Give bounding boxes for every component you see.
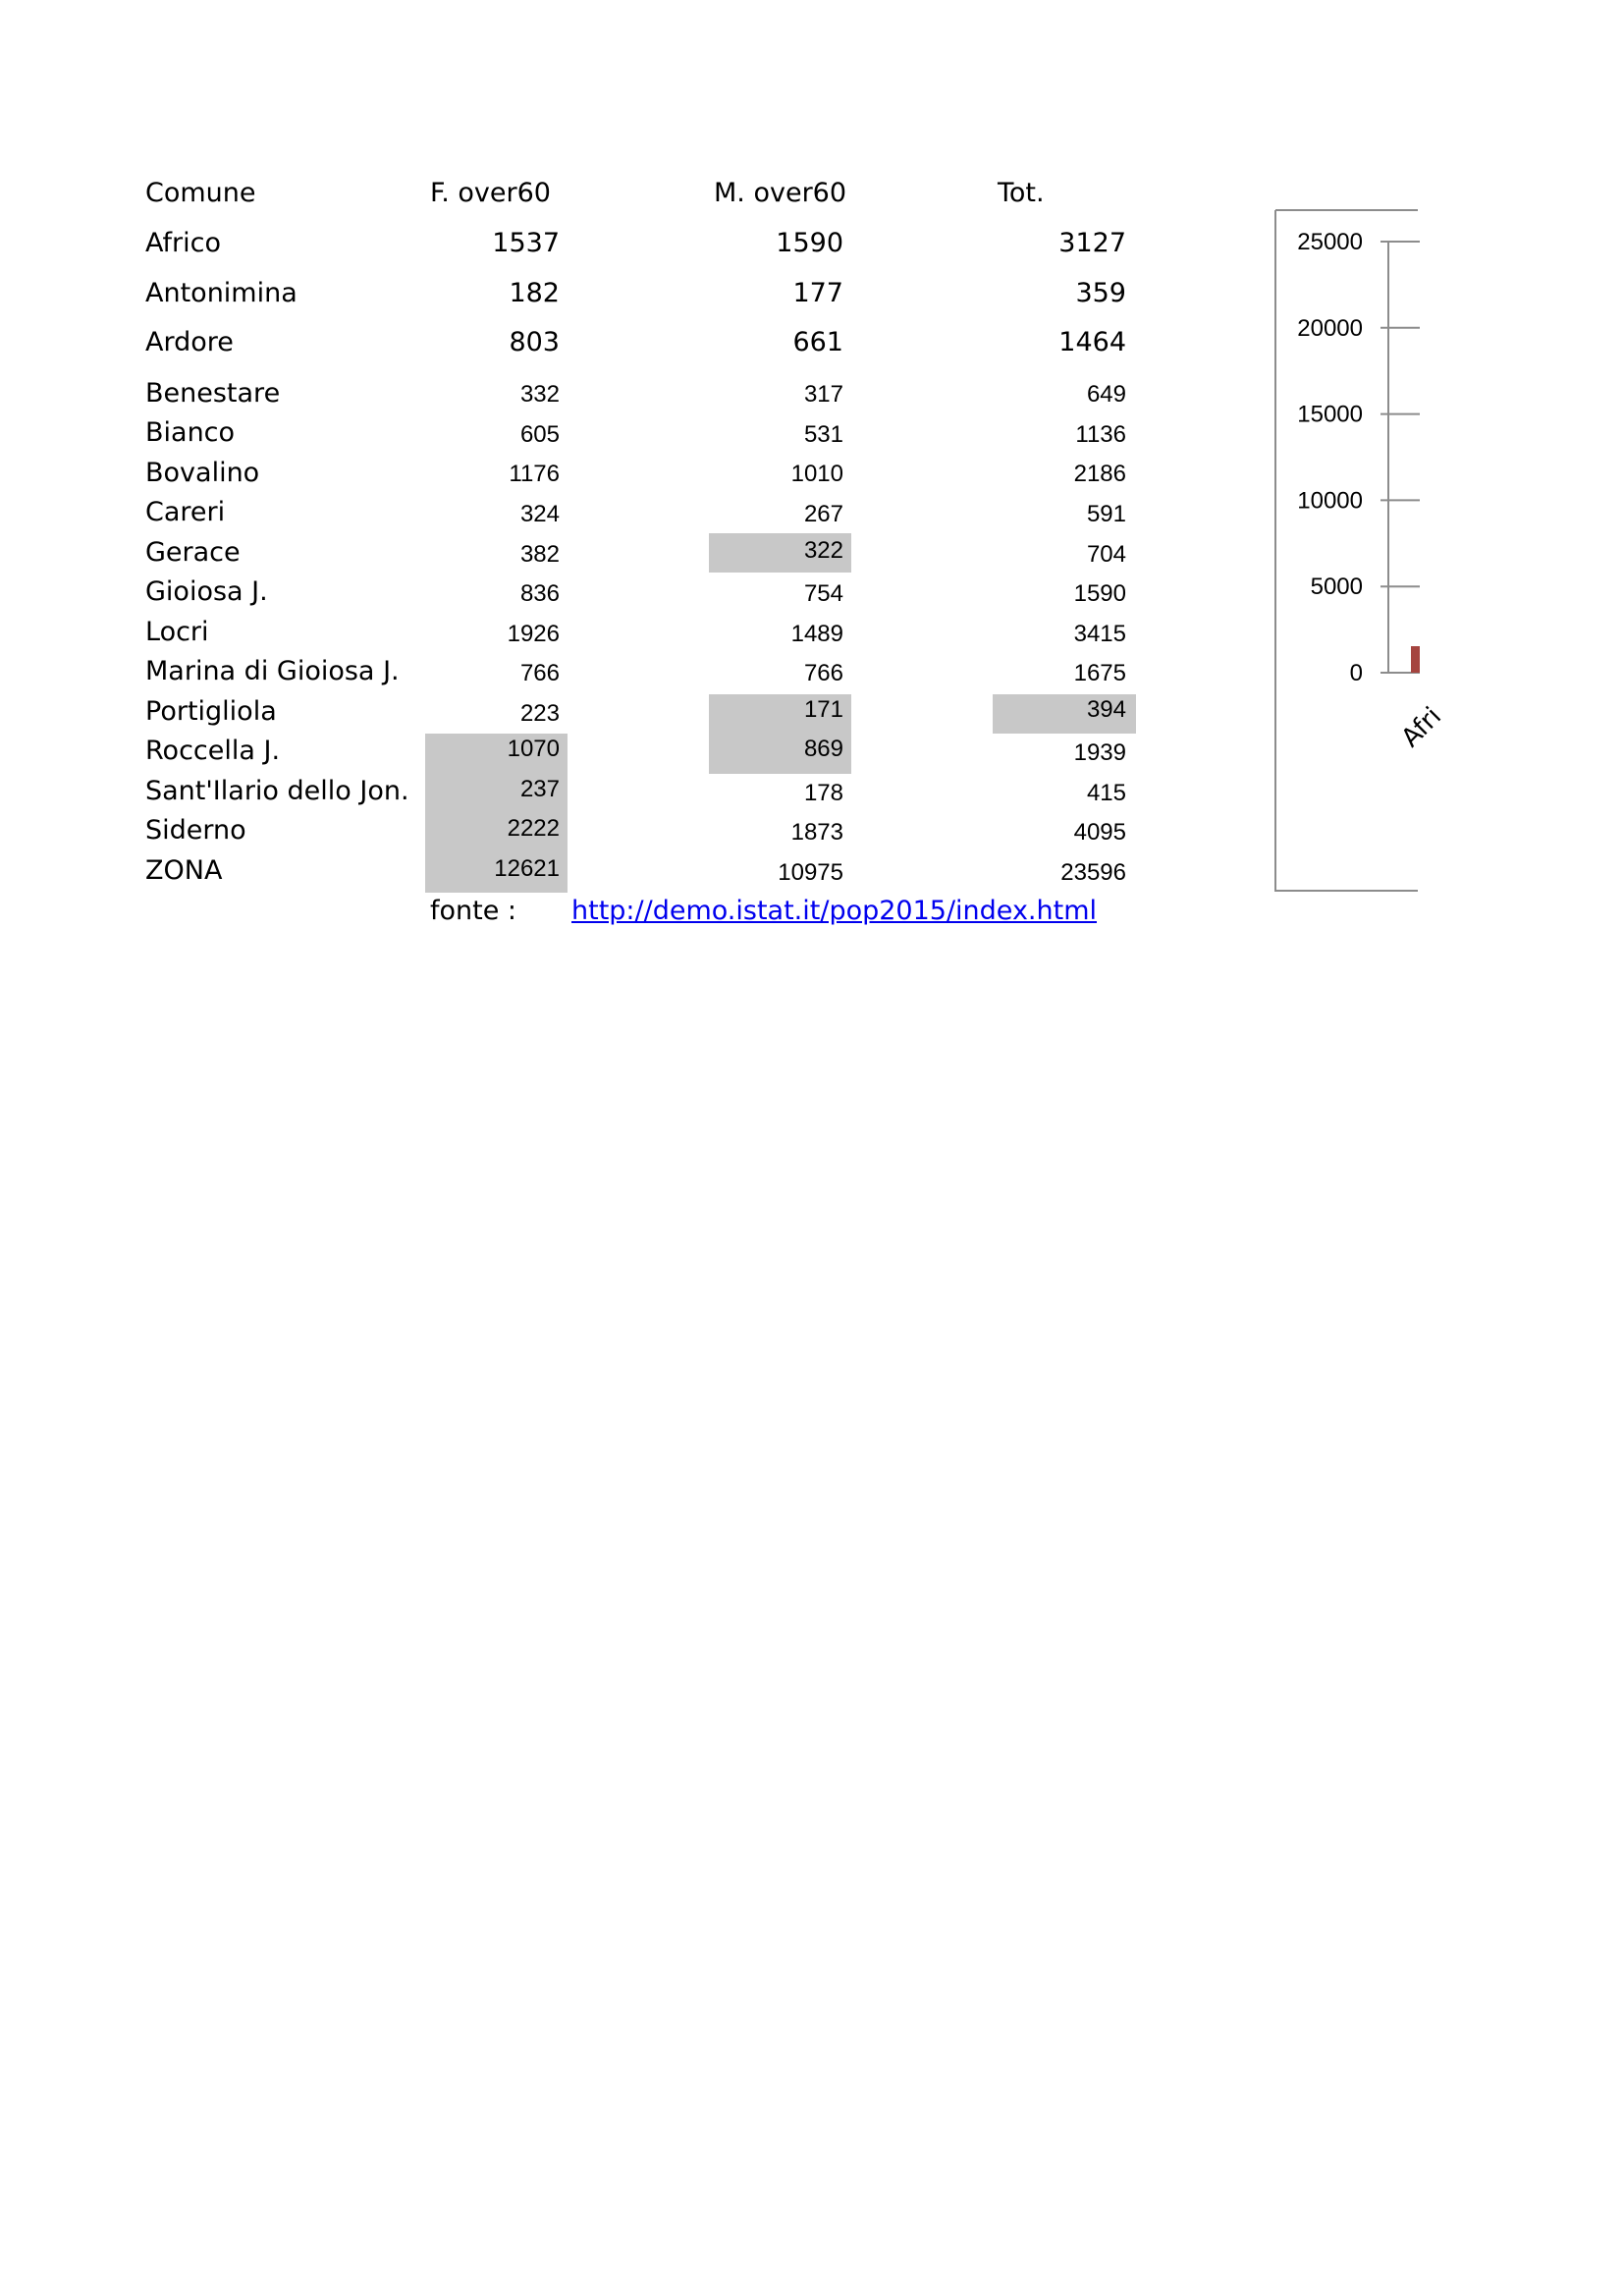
row-comune: Bianco (145, 417, 236, 448)
row-tot: 3127 (1058, 228, 1126, 258)
y-tick-label: 25000 (1297, 229, 1363, 255)
row-f-over60: 12621 (494, 855, 560, 882)
row-comune: Gioiosa J. (145, 576, 268, 607)
row-tot: 649 (1086, 381, 1126, 408)
row-comune: Careri (145, 497, 226, 527)
row-comune: Gerace (145, 537, 241, 568)
row-tot: 415 (1086, 780, 1126, 806)
row-comune: Portigliola (145, 696, 277, 727)
row-tot: 1939 (1073, 739, 1126, 766)
y-tick-label: 5000 (1310, 574, 1363, 601)
row-m-over60: 171 (803, 696, 843, 723)
row-comune: ZONA (145, 855, 223, 886)
row-m-over60: 317 (803, 381, 843, 408)
row-comune: Sant'Ilario dello Jon. (145, 776, 409, 806)
row-tot: 359 (1075, 278, 1126, 308)
row-f-over60: 1176 (509, 461, 560, 487)
row-m-over60: 178 (803, 780, 843, 806)
chart-container (1274, 210, 1448, 892)
row-f-over60: 332 (519, 381, 560, 408)
row-comune: Africo (145, 228, 221, 258)
row-tot: 1590 (1073, 580, 1126, 607)
row-tot: 23596 (1060, 859, 1126, 886)
row-f-over60: 382 (519, 541, 560, 568)
row-f-over60: 605 (519, 421, 560, 448)
source-link[interactable]: http://demo.istat.it/pop2015/index.html (571, 896, 1098, 926)
row-tot: 1464 (1058, 327, 1126, 357)
row-m-over60: 322 (803, 537, 843, 564)
row-f-over60: 1537 (492, 228, 560, 258)
row-f-over60: 1926 (507, 621, 560, 647)
bar-chart (1274, 210, 1448, 892)
row-comune: Locri (145, 617, 209, 647)
row-f-over60: 223 (519, 700, 560, 727)
row-tot: 591 (1086, 501, 1126, 527)
header-m-over60: M. over60 (714, 178, 847, 208)
row-f-over60: 2222 (507, 815, 560, 842)
row-m-over60: 766 (803, 660, 843, 686)
header-tot: Tot. (998, 178, 1045, 208)
row-f-over60: 766 (519, 660, 560, 686)
y-tick-label: 20000 (1297, 314, 1363, 342)
row-m-over60: 1873 (790, 819, 843, 846)
row-m-over60: 754 (803, 580, 843, 607)
row-f-over60: 182 (509, 278, 560, 308)
row-m-over60: 10975 (778, 859, 843, 886)
bar (1411, 646, 1420, 673)
header-f-over60: F. over60 (430, 178, 551, 208)
row-f-over60: 324 (519, 501, 560, 527)
row-m-over60: 531 (803, 421, 843, 448)
y-tick-label: 0 (1349, 660, 1363, 686)
source-label: fonte : (430, 896, 517, 926)
row-m-over60: 661 (792, 327, 843, 357)
row-tot: 1675 (1073, 660, 1126, 686)
row-tot: 704 (1086, 541, 1126, 568)
row-m-over60: 869 (803, 736, 843, 762)
row-tot: 1136 (1075, 421, 1126, 448)
row-comune: Antonimina (145, 278, 298, 308)
row-comune: Marina di Gioiosa J. (145, 656, 400, 686)
row-comune: Benestare (145, 378, 281, 409)
row-f-over60: 1070 (507, 736, 560, 762)
row-tot: 3415 (1073, 621, 1126, 647)
x-category-label: Afri (1395, 701, 1448, 753)
row-comune: Roccella J. (145, 736, 281, 766)
row-f-over60: 803 (509, 327, 560, 357)
header-comune: Comune (145, 178, 256, 208)
row-f-over60: 237 (519, 776, 560, 802)
row-comune: Ardore (145, 327, 234, 357)
row-comune: Siderno (145, 815, 246, 846)
row-f-over60: 836 (519, 580, 560, 607)
row-tot: 2186 (1073, 461, 1126, 487)
row-m-over60: 177 (792, 278, 843, 308)
row-tot: 4095 (1073, 819, 1126, 846)
row-tot: 394 (1086, 696, 1126, 723)
row-m-over60: 1590 (776, 228, 843, 258)
y-tick-label: 10000 (1297, 487, 1363, 515)
row-m-over60: 267 (803, 501, 843, 527)
row-m-over60: 1010 (790, 461, 843, 487)
row-comune: Bovalino (145, 458, 260, 488)
row-m-over60: 1489 (790, 621, 843, 647)
y-tick-label: 15000 (1297, 401, 1363, 428)
